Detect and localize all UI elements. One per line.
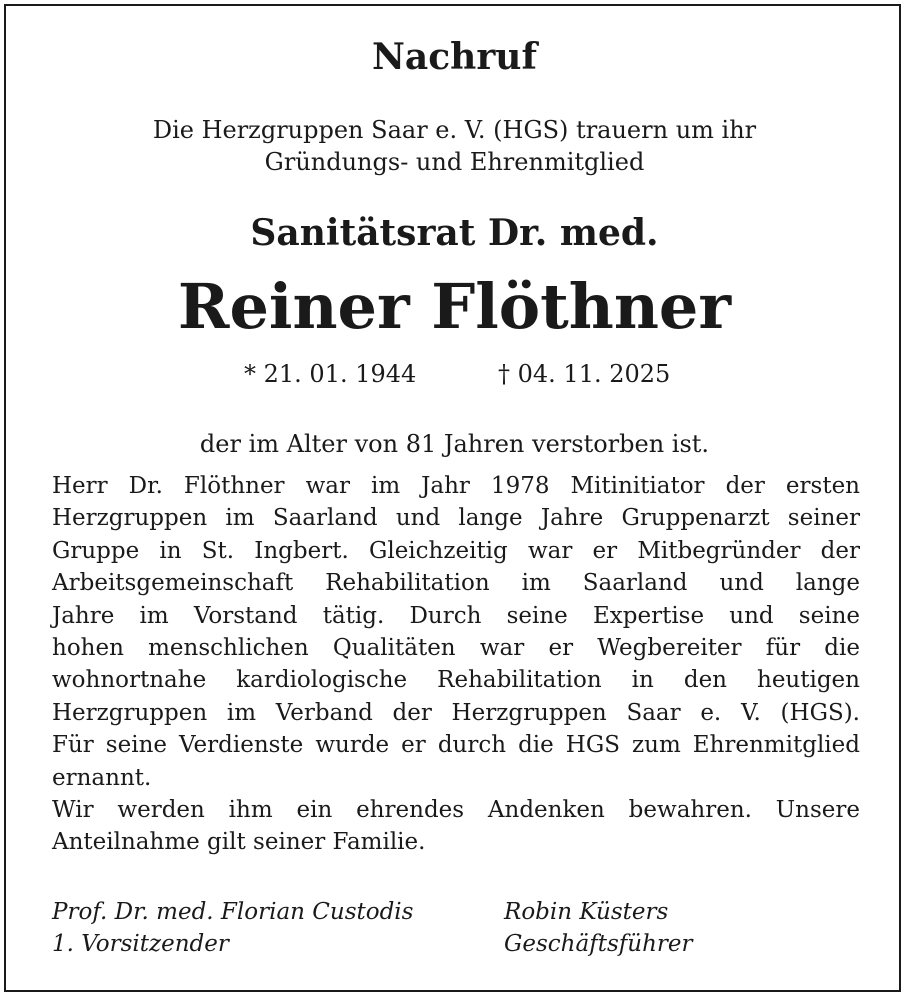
body-line: Herzgruppen im Verband der Herzgruppen Saar e. V. (HGS). [52,699,860,726]
age-statement: der im Alter von 81 Jahren verstorben ist. [199,430,710,458]
body-line: Anteilnahme gilt seiner Familie. [52,829,426,856]
body-line: Gruppe in St. Ingbert. Gleichzeitig war er Mitbegründer der [52,537,860,564]
obituary-heading: Nachruf [372,36,537,78]
signature-role: 1. Vorsitzender [52,931,229,957]
body-line: Wir werden ihm ein ehrendes Andenken bewahren. Unsere [52,797,860,824]
body-line: hohen menschlichen Qualitäten war er Wegbereiter für die [52,635,860,662]
deceased-name: Reiner Flöthner [177,270,732,343]
death-date: † 04. 11. 2025 [498,360,671,388]
body-line: Jahre im Vorstand tätig. Durch seine Expertise und seine [52,602,860,629]
body-line: wohnortnahe kardiologische Rehabilitation in den heutigen [52,667,860,694]
body-line: Arbeitsgemeinschaft Rehabilitation im Saarland und lange [52,570,860,597]
body-line: ernannt. [52,764,152,791]
body-line: Für seine Verdienste wurde er durch die HGS zum Ehrenmitglied [52,732,860,759]
signature-role: Geschäftsführer [504,931,693,957]
intro-text [0,114,909,178]
signature-name: Robin Küsters [504,899,669,925]
signature-name: Prof. Dr. med. Florian Custodis [52,899,414,925]
obituary-body [52,470,860,859]
intro-line-1: Die Herzgruppen Saar e. V. (HGS) trauern um ihr [152,116,757,144]
birth-date: * 21. 01. 1944 [244,360,417,388]
signature-manager [504,896,693,960]
deceased-title: Sanitätsrat Dr. med. [250,212,659,254]
body-line: Herr Dr. Flöthner war im Jahr 1978 Mitinitiator der ersten [52,473,860,499]
body-line: Herzgruppen im Saarland und lange Jahre Gruppenarzt seiner [52,505,860,532]
signature-chairman [52,896,413,960]
intro-line-2: Gründungs- und Ehrenmitglied [264,148,645,176]
